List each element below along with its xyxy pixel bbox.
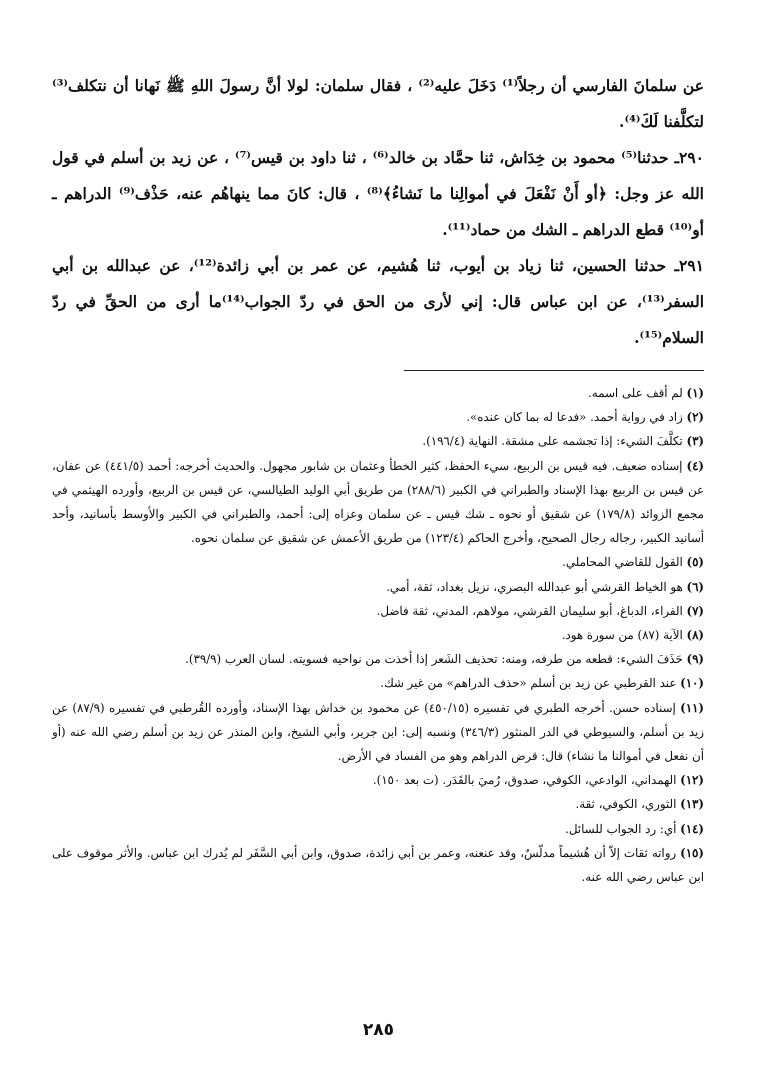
footnote bbox=[52, 429, 704, 453]
footnote-number: (١٣) bbox=[680, 797, 704, 812]
footnote bbox=[52, 647, 704, 671]
footnote bbox=[52, 623, 704, 647]
footnote-number: (٤) bbox=[686, 458, 704, 473]
footnote-number: (٦) bbox=[686, 579, 704, 594]
page-body bbox=[52, 68, 704, 889]
page-number: ٢٨٥ bbox=[362, 1020, 395, 1040]
footnote-text: هو الخياط القرشي أبو عبدالله البصري، نزيل بغداد، ثقة، أمي. bbox=[386, 579, 683, 594]
footnote-text: عند القرطبي عن زيد بن أسلم «حذف الدراهم» من غير شك. bbox=[380, 676, 677, 691]
footnote-text: رواته ثقات إلاّ أن هُشيماً مدلّسٌ، وقد عنعنه، وعمر بن أبي زائدة، صدوق، وابن أبي السَّفَر لم يُدرك ابن عباس. والأثر موقوف على ابن عباس رضي الله عنه. bbox=[52, 845, 704, 885]
footnote-text: إسناده ضعيف. فيه قيس بن الربيع، سيء الحفظ، كثير الخطأ وعثمان بن شابور مجهول. والحديث أخرجه: أحمد (٤٤١/٥) عن عفان، عن قيس بن الربيع بهذا الإسناد والطبراني في الكبير (٢٨٨/٦) من طريق أبي الوليد الطيالسي، عن قيس بن الربيع، وأورده الهيثمي في مجمع الزوائد (١٧٩/٨) عن شقيق أو نحوه ـ شك قيس ـ عن سلمان وعزاه إلى: أحمد، والطبراني في الكبير والأوسط بأسانيد، وأحد أسانيد الكبير، رجاله رجال الصحيح، وأخرج الحاكم (١٢٣/٤) من طريق الأعمش عن شقيق عن سلمان نحوه. bbox=[52, 458, 704, 546]
footnote bbox=[52, 575, 704, 599]
footnote bbox=[52, 405, 704, 429]
footnote-text: حَذَفَ الشيء: قطعه من طرفه، ومنه: تحذيف الشَعر إذا أخذت من نواحيه فسويته. لسان العرب (٣٩/٩). bbox=[185, 652, 683, 667]
footnote bbox=[52, 550, 704, 574]
footnote-number: (١٠) bbox=[680, 676, 704, 691]
footnote-text: الثوري، الكوفي، ثقة. bbox=[575, 797, 677, 812]
footnote-number: (٨) bbox=[686, 628, 704, 643]
footnote bbox=[52, 671, 704, 695]
footnote-number: (٩) bbox=[686, 652, 704, 667]
footnote bbox=[52, 381, 704, 405]
footnote bbox=[52, 696, 704, 769]
footnote bbox=[52, 792, 704, 816]
main-paragraph: ٢٩١ـ حدثنا الحسين، ثنا زياد بن أيوب، ثنا هُشيم، عن عمر بن أبي زائدة⁽¹²⁾، عن عبدالله بن أبي السفر⁽¹³⁾، عن ابن عباس قال: إني لأرى من الحق في ردّ الجواب⁽¹⁴⁾ما أرى من الحقِّ في ردّ السلام⁽¹⁵⁾. bbox=[52, 256, 705, 347]
main-paragraph: عن سلمانَ الفارسي أن رجلاً⁽¹⁾ دَخَلَ عليه⁽²⁾ ، فقال سلمان: لولا أنَّ رسولَ اللهِ ﷺ نَهانا أن نتكلف⁽³⁾ لتكلَّفنا لَكَ⁽⁴⁾. bbox=[52, 76, 704, 131]
footnote-number: (١٥) bbox=[680, 845, 704, 860]
footnote bbox=[52, 841, 704, 889]
footnote-text: القول للقاضي المحاملي. bbox=[562, 555, 683, 570]
footnote-number: (٢) bbox=[686, 410, 704, 425]
footnote-text: الفراء، الدباغ، أبو سليمان القرشي، مولاهم، المدني، ثقة فاضل. bbox=[376, 603, 683, 618]
footnotes bbox=[52, 381, 704, 889]
footnote bbox=[52, 768, 704, 792]
footnote-text: إسناده حسن. أخرجه الطبري في تفسيره (٤٥٠/١٥) عن محمود بن خداش بهذا الإسناد، وأورده القُرطبي في تفسيره (٨٧/٩) عن زيد بن أسلم، والسيوطي في الدر المنثور (٣٤٦/٣) ونسبه إلى: ابن جرير، وأبي الشيخ، وابن المنذر عن زيد بن أسلم رضي الله عنه (أو أن نفعل في أموالنا ما نشاء) قال: قرض الدراهم وهو من الفساد في الأرض. bbox=[52, 700, 704, 764]
footnote-number: (١١) bbox=[680, 700, 704, 715]
footnote-text: أي: رد الجواب للسائل. bbox=[565, 821, 677, 836]
footnote-text: الهمداني، الوادعي، الكوفي، صدوق، رُميَ بالقَدَر. (ت بعد ١٥٠). bbox=[372, 773, 677, 788]
footnote-number: (١٢) bbox=[680, 773, 704, 788]
footnote-number: (٧) bbox=[686, 603, 704, 618]
footnote bbox=[52, 454, 704, 551]
footnote bbox=[52, 817, 704, 841]
footnote-number: (٥) bbox=[686, 555, 704, 570]
footnote-number: (١٤) bbox=[680, 821, 704, 836]
footnote-text: الآية (٨٧) من سورة هود. bbox=[561, 628, 683, 643]
footnote-text: تكلَّفَ الشيء: إذا تجشمه على مشقة. النهاية (١٩٦/٤). bbox=[422, 434, 683, 449]
footnote bbox=[52, 599, 704, 623]
main-paragraph: ٢٩٠ـ حدثنا⁽⁵⁾ محمود بن خِدَاش، ثنا حمَّاد بن خالد⁽⁶⁾ ، ثنا داود بن قيس⁽⁷⁾ ، عن زيد بن أسلم في قول الله عز وجل: ﴿أو أَنْ نَفْعَلَ في أموالِنا ما نَشاءُ﴾⁽⁸⁾ ، قال: كانَ مما ينهاهُم عنه، حَذْف⁽⁹⁾ الدراهم ـ أو⁽¹⁰⁾ قطع الدراهم ـ الشك من حماد⁽¹¹⁾. bbox=[52, 148, 704, 239]
footnote-number: (١) bbox=[686, 386, 704, 400]
main-text bbox=[52, 68, 704, 356]
footnote-text: زاد في رواية أحمد. «فدعا له بما كان عنده». bbox=[466, 410, 683, 425]
footnote-text: لم أقف على اسمه. bbox=[588, 386, 683, 400]
footnote-number: (٣) bbox=[686, 434, 704, 449]
footnote-divider bbox=[404, 370, 704, 371]
